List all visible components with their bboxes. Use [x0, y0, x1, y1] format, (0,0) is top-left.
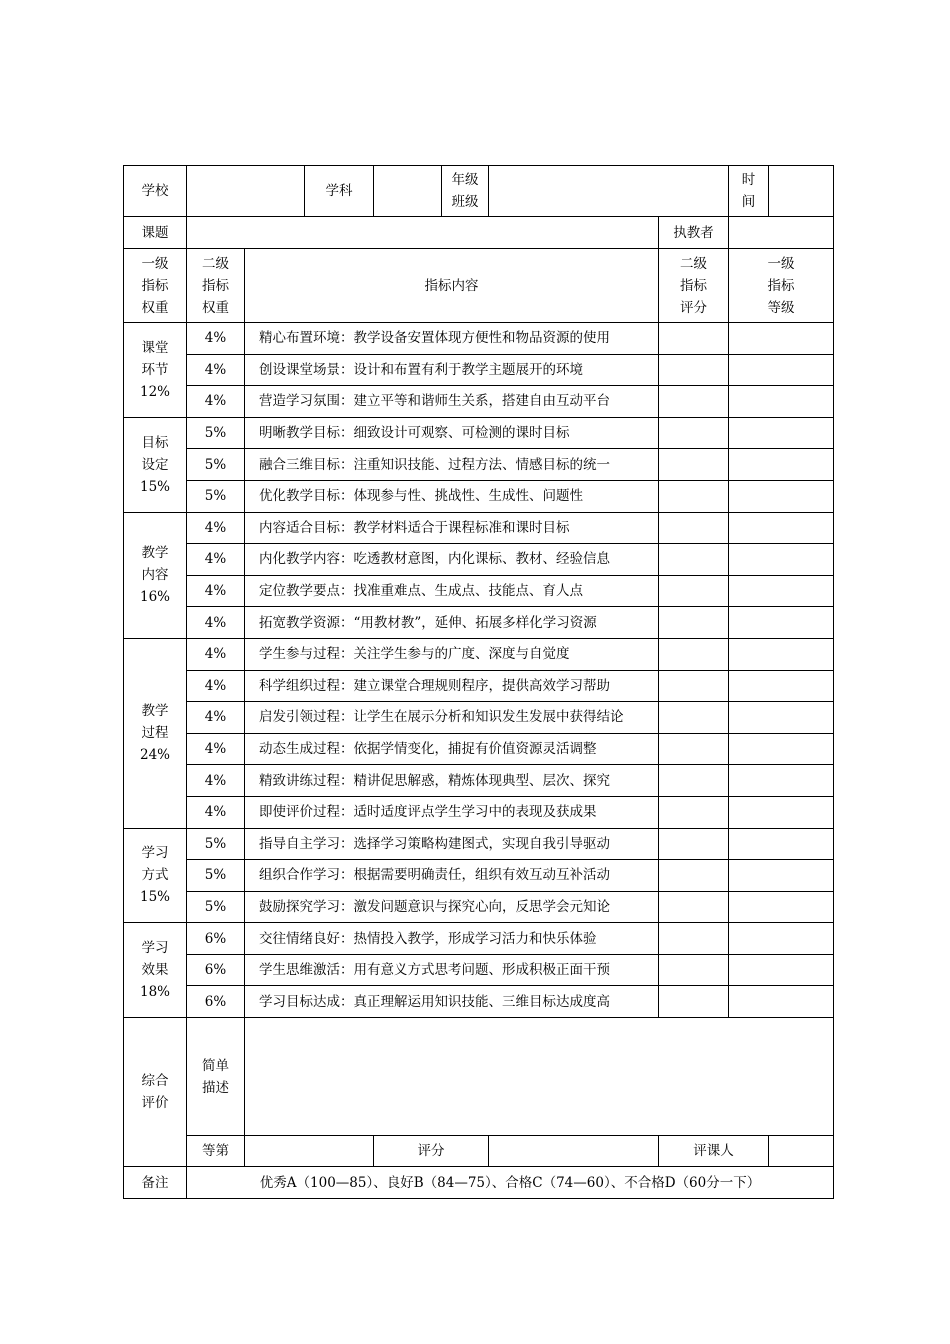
level1-grade-field[interactable] [729, 386, 834, 418]
column-header-row [124, 249, 834, 323]
level2-weight: 5% [187, 449, 245, 481]
time-field[interactable] [769, 166, 834, 217]
grade-class-field[interactable] [489, 166, 729, 217]
level1-grade-field[interactable] [729, 828, 834, 860]
indicator-content: 精致讲练过程：精讲促思解惑，精炼体现典型、层次、探究 [245, 765, 659, 797]
level2-score-field[interactable] [659, 923, 729, 955]
level1-grade-field[interactable] [729, 575, 834, 607]
indicator-row [124, 575, 834, 607]
indicator-row [124, 417, 834, 449]
level1-weight-header: 一级 指标 权重 [124, 249, 187, 323]
reviewer-field[interactable] [769, 1136, 834, 1167]
level2-score-field[interactable] [659, 607, 729, 639]
level2-score-field[interactable] [659, 702, 729, 734]
level2-weight: 4% [187, 544, 245, 576]
level1-grade-field[interactable] [729, 923, 834, 955]
indicator-content: 学生参与过程：关注学生参与的广度、深度与自觉度 [245, 638, 659, 670]
level1-weight: 18% [139, 984, 170, 1001]
school-field[interactable] [187, 166, 305, 217]
level1-name: 教学 [141, 545, 169, 562]
level2-weight: 4% [187, 354, 245, 386]
level1-weight: 16% [139, 589, 170, 606]
level2-score-field[interactable] [659, 544, 729, 576]
level1-name: 学习 [141, 940, 169, 957]
level1-grade-field[interactable] [729, 702, 834, 734]
indicator-content: 内容适合目标：教学材料适合于课程标准和课时目标 [245, 512, 659, 544]
summary-label: 综合 评价 [124, 1018, 187, 1167]
level1-name: 方式 [141, 867, 169, 884]
score-field[interactable] [489, 1136, 659, 1167]
level2-score-header: 二级 指标 评分 [659, 249, 729, 323]
level2-score-field[interactable] [659, 386, 729, 418]
level1-grade-field[interactable] [729, 480, 834, 512]
indicator-content: 内化教学内容：吃透教材意图，内化课标、教材、经验信息 [245, 544, 659, 576]
level1-grade-field[interactable] [729, 607, 834, 639]
level1-name: 教学 [141, 703, 169, 720]
level2-score-field[interactable] [659, 828, 729, 860]
rating-row [124, 1136, 834, 1167]
level1-name: 效果 [141, 962, 169, 979]
subject-field[interactable] [374, 166, 442, 217]
level2-score-field[interactable] [659, 417, 729, 449]
indicator-content: 学生思维激活：用有意义方式思考问题、形成积极正面干预 [245, 954, 659, 986]
header-row [124, 166, 834, 217]
level2-score-field[interactable] [659, 733, 729, 765]
indicator-row [124, 449, 834, 481]
level2-score-field[interactable] [659, 323, 729, 355]
indicator-content: 学习目标达成：真正理解运用知识技能、三维目标达成度高 [245, 986, 659, 1018]
level2-score-field[interactable] [659, 638, 729, 670]
level1-indicator [124, 512, 187, 638]
indicator-row [124, 638, 834, 670]
level2-weight: 4% [187, 765, 245, 797]
level1-name: 过程 [141, 725, 169, 742]
indicator-row [124, 480, 834, 512]
level2-weight-header: 二级 指标 权重 [187, 249, 245, 323]
level2-weight: 4% [187, 575, 245, 607]
level2-score-field[interactable] [659, 575, 729, 607]
topic-field[interactable] [187, 217, 659, 249]
description-field[interactable] [245, 1018, 834, 1136]
topic-label: 课题 [124, 217, 187, 249]
indicator-row [124, 733, 834, 765]
subject-label: 学科 [305, 166, 374, 217]
level1-grade-field[interactable] [729, 954, 834, 986]
level1-grade-field[interactable] [729, 638, 834, 670]
indicator-content: 鼓励探究学习：激发问题意识与探究心向，反思学会元知论 [245, 891, 659, 923]
rank-label: 等第 [187, 1136, 245, 1167]
level1-indicator [124, 828, 187, 923]
indicator-content: 营造学习氛围：建立平等和谐师生关系，搭建自由互动平台 [245, 386, 659, 418]
indicator-content: 定位教学要点：找准重难点、生成点、技能点、育人点 [245, 575, 659, 607]
class-label: 班级 [451, 194, 479, 210]
level2-score-field[interactable] [659, 796, 729, 828]
indicator-content: 指导自主学习：选择学习策略构建图式，实现自我引导驱动 [245, 828, 659, 860]
level1-grade-field[interactable] [729, 512, 834, 544]
level1-name: 课堂 [141, 339, 169, 356]
level2-weight: 4% [187, 323, 245, 355]
level2-weight: 4% [187, 670, 245, 702]
level1-weight: 15% [139, 889, 170, 906]
level1-name: 设定 [141, 456, 169, 473]
level2-score-field[interactable] [659, 449, 729, 481]
level2-weight: 4% [187, 733, 245, 765]
indicator-row [124, 512, 834, 544]
score-label: 评分 [374, 1136, 489, 1167]
level2-weight: 5% [187, 828, 245, 860]
indicator-content: 动态生成过程：依据学情变化，捕捉有价值资源灵活调整 [245, 733, 659, 765]
indicator-row [124, 954, 834, 986]
indicator-content: 科学组织过程：建立课堂合理规则程序，提供高效学习帮助 [245, 670, 659, 702]
level1-grade-field[interactable] [729, 860, 834, 892]
teacher-field[interactable] [729, 217, 834, 249]
grade-label: 年级 [451, 172, 479, 188]
indicator-content: 拓宽教学资源：“用教材教”，延伸、拓展多样化学习资源 [245, 607, 659, 639]
summary-row [124, 1018, 834, 1136]
level2-score-field[interactable] [659, 512, 729, 544]
level1-indicator [124, 638, 187, 828]
level1-grade-field[interactable] [729, 670, 834, 702]
indicator-row [124, 386, 834, 418]
indicator-row [124, 891, 834, 923]
reviewer-label: 评课人 [659, 1136, 769, 1167]
level2-weight: 4% [187, 607, 245, 639]
level1-grade-field[interactable] [729, 354, 834, 386]
level2-score-field[interactable] [659, 891, 729, 923]
level1-name: 内容 [141, 567, 169, 584]
indicator-row [124, 544, 834, 576]
level2-score-field[interactable] [659, 954, 729, 986]
level1-grade-field[interactable] [729, 323, 834, 355]
lesson-evaluation-table [123, 165, 834, 1199]
indicator-row [124, 796, 834, 828]
indicator-content: 交往情绪良好：热情投入教学，形成学习活力和快乐体验 [245, 923, 659, 955]
indicator-content: 启发引领过程：让学生在展示分析和知识发生发展中获得结论 [245, 702, 659, 734]
level1-name: 环节 [141, 361, 169, 378]
indicator-row [124, 607, 834, 639]
school-label: 学校 [124, 166, 187, 217]
level1-weight: 15% [139, 478, 170, 495]
level1-indicator [124, 323, 187, 418]
level1-grade-field[interactable] [729, 417, 834, 449]
level2-weight: 5% [187, 891, 245, 923]
level1-indicator [124, 417, 187, 512]
teacher-label: 执教者 [659, 217, 729, 249]
indicator-row [124, 670, 834, 702]
indicator-content: 组织合作学习：根据需要明确责任，组织有效互动互补活动 [245, 860, 659, 892]
level2-weight: 4% [187, 702, 245, 734]
level1-grade-field[interactable] [729, 449, 834, 481]
indicator-content: 创设课堂场景：设计和布置有利于教学主题展开的环境 [245, 354, 659, 386]
level2-weight: 4% [187, 512, 245, 544]
indicator-row [124, 860, 834, 892]
indicator-row [124, 702, 834, 734]
level2-score-field[interactable] [659, 860, 729, 892]
remarks-text: 优秀A（100—85）、良好B（84—75）、合格C（74—60）、不合格D（60分一下） [187, 1167, 834, 1199]
level2-weight: 4% [187, 638, 245, 670]
level2-score-field[interactable] [659, 670, 729, 702]
level2-weight: 6% [187, 923, 245, 955]
indicator-row [124, 923, 834, 955]
indicator-content: 精心布置环境：教学设备安置体现方便性和物品资源的使用 [245, 323, 659, 355]
level1-grade-field[interactable] [729, 986, 834, 1018]
indicator-row [124, 765, 834, 797]
level2-score-field[interactable] [659, 354, 729, 386]
indicator-content: 融合三维目标：注重知识技能、过程方法、情感目标的统一 [245, 449, 659, 481]
level1-grade-field[interactable] [729, 733, 834, 765]
level2-weight: 4% [187, 386, 245, 418]
indicator-content: 即使评价过程：适时适度评点学生学习中的表现及获成果 [245, 796, 659, 828]
topic-row [124, 217, 834, 249]
indicator-content: 优化教学目标：体现参与性、挑战性、生成性、问题性 [245, 480, 659, 512]
time-label: 时 间 [729, 166, 769, 217]
level2-weight: 5% [187, 860, 245, 892]
level1-grade-field[interactable] [729, 544, 834, 576]
level2-weight: 6% [187, 954, 245, 986]
level1-grade-field[interactable] [729, 765, 834, 797]
level1-name: 学习 [141, 845, 169, 862]
level2-weight: 5% [187, 480, 245, 512]
indicator-content: 明晰教学目标：细致设计可观察、可检测的课时目标 [245, 417, 659, 449]
grade-class-label [442, 166, 489, 217]
level1-grade-header: 一级 指标 等级 [729, 249, 834, 323]
level2-score-field[interactable] [659, 765, 729, 797]
level2-weight: 4% [187, 796, 245, 828]
level1-grade-field[interactable] [729, 796, 834, 828]
level1-weight: 12% [139, 383, 170, 400]
level2-weight: 5% [187, 417, 245, 449]
indicator-row [124, 828, 834, 860]
description-label: 简单 描述 [187, 1018, 245, 1136]
level2-score-field[interactable] [659, 480, 729, 512]
level1-indicator [124, 923, 187, 1018]
indicator-row [124, 323, 834, 355]
indicator-row [124, 986, 834, 1018]
rank-field[interactable] [245, 1136, 374, 1167]
level1-grade-field[interactable] [729, 891, 834, 923]
remarks-row [124, 1167, 834, 1199]
level1-name: 目标 [141, 434, 169, 451]
level1-weight: 24% [139, 747, 170, 764]
content-header: 指标内容 [245, 249, 659, 323]
remarks-label: 备注 [124, 1167, 187, 1199]
level2-score-field[interactable] [659, 986, 729, 1018]
level2-weight: 6% [187, 986, 245, 1018]
table-body [124, 166, 834, 1199]
indicator-row [124, 354, 834, 386]
